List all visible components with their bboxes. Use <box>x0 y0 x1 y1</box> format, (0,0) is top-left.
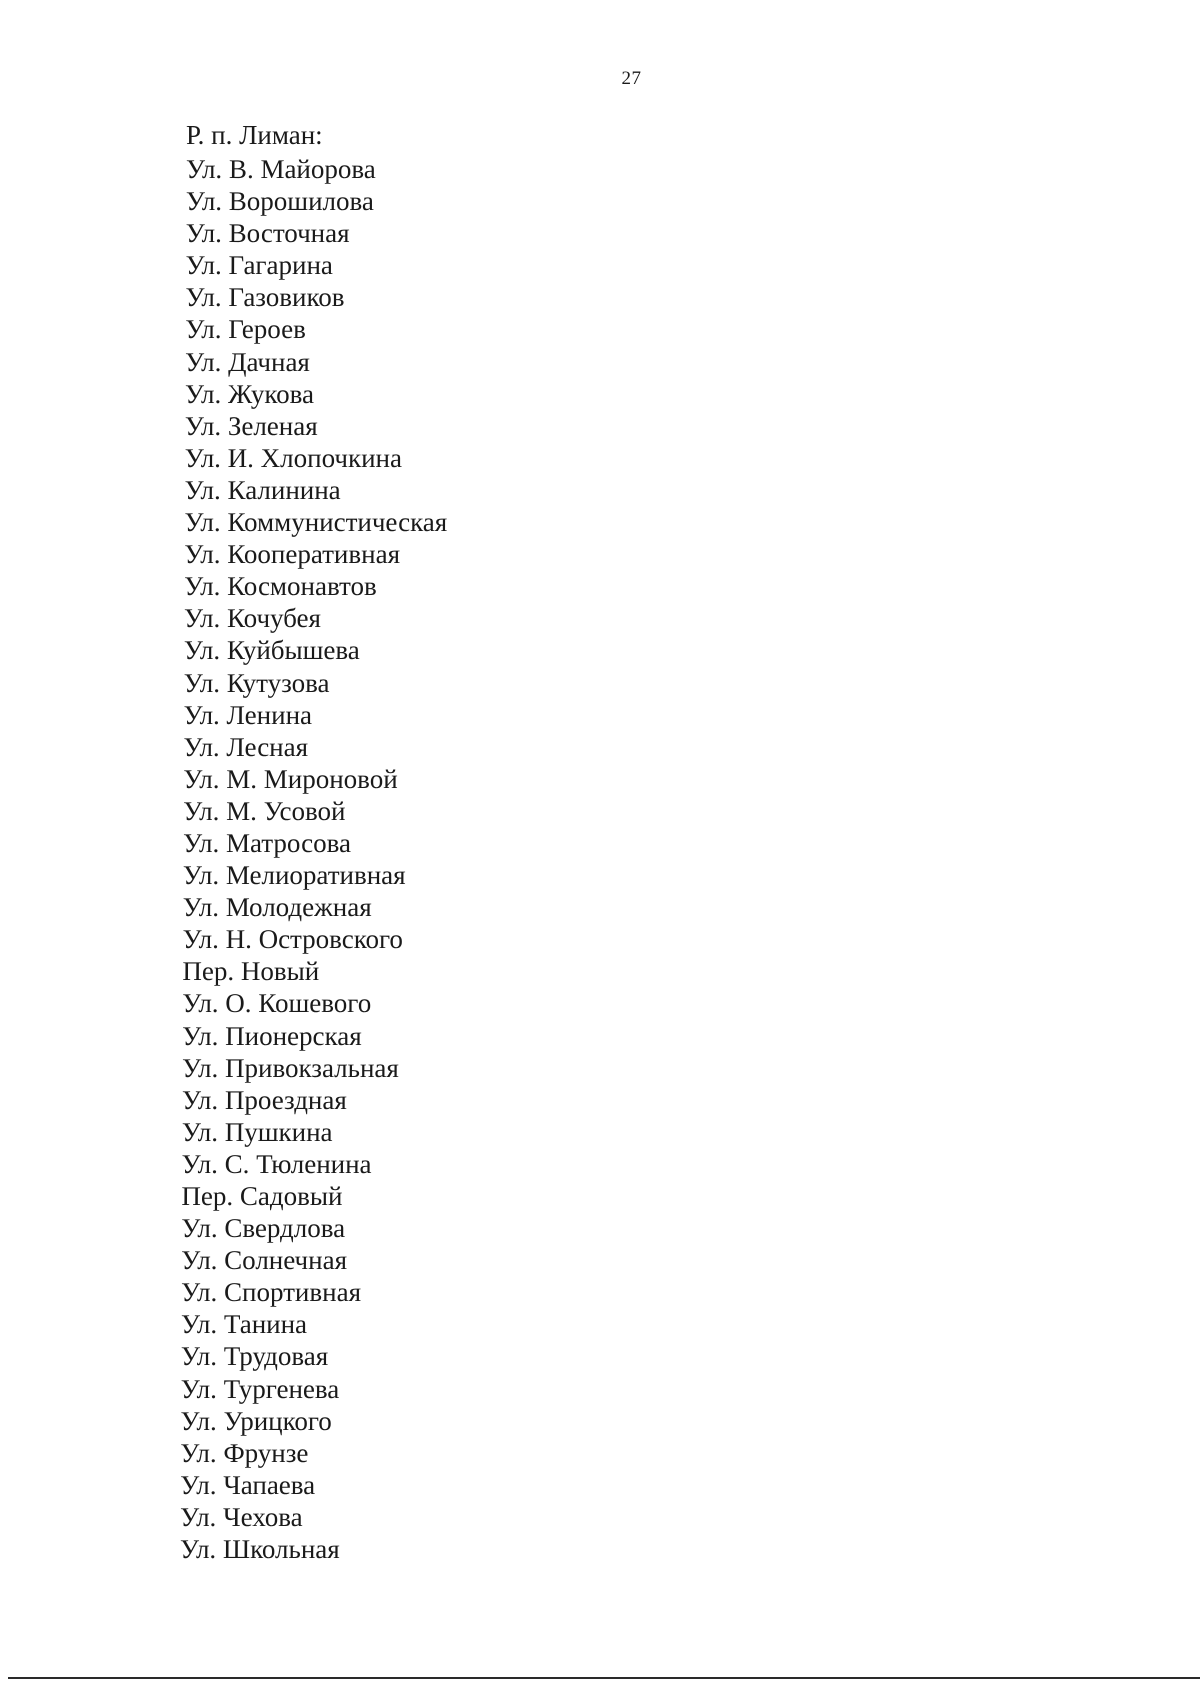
street-item: Пер. Садовый <box>181 1181 343 1211</box>
street-item: Ул. Газовиков <box>185 282 345 313</box>
street-item: Ул. Пионерская <box>182 1020 362 1051</box>
street-item: Ул. Привокзальная <box>181 1052 399 1083</box>
street-item: Ул. Зеленая <box>184 410 318 441</box>
street-item: Ул. В. Майорова <box>185 154 376 184</box>
street-item: Ул. О. Кошевого <box>182 988 372 1019</box>
street-item: Ул. Фрунзе <box>180 1437 309 1468</box>
street-item: Ул. Мелиоративная <box>182 860 406 891</box>
street-item: Ул. Лесная <box>183 731 309 762</box>
street-item: Ул. Героев <box>185 314 306 345</box>
street-item: Пер. Новый <box>182 956 320 987</box>
bottom-rule <box>8 1677 1200 1679</box>
street-item: Ул. Жукова <box>184 378 315 409</box>
street-item: Ул. Свердлова <box>181 1213 346 1244</box>
street-item: Ул. Кутузова <box>183 667 330 698</box>
street-item: Ул. Молодежная <box>182 892 372 923</box>
street-item: Ул. Дачная <box>185 346 310 377</box>
street-item: Ул. Тургенева <box>180 1373 340 1404</box>
street-item: Ул. Школьная <box>179 1534 340 1565</box>
page-number: 27 <box>621 68 642 89</box>
street-item: Ул. Проездная <box>181 1084 347 1115</box>
street-item: Ул. Чапаева <box>180 1469 316 1500</box>
street-item: Ул. Матросова <box>182 827 352 858</box>
street-item: Ул. Танина <box>180 1309 308 1340</box>
street-item: Ул. Кочубея <box>183 603 322 634</box>
street-item: Ул. М. Мироновой <box>183 763 398 794</box>
street-item: Ул. Калинина <box>184 474 341 505</box>
street-item: Ул. Ворошилова <box>185 186 375 217</box>
street-item: Ул. Восточная <box>185 218 350 249</box>
street-item: Ул. Н. Островского <box>182 924 404 955</box>
street-item: Ул. И. Хлопочкина <box>184 442 403 473</box>
street-list <box>180 153 449 1565</box>
street-item: Ул. Космонавтов <box>184 571 377 602</box>
street-item: Ул. Кооперативная <box>184 539 401 570</box>
street-item: Ул. Ленина <box>183 699 313 730</box>
street-item: Ул. Спортивная <box>180 1277 362 1308</box>
street-item: Ул. С. Тюленина <box>181 1148 372 1179</box>
street-item: Ул. Трудовая <box>180 1341 329 1372</box>
street-item: Ул. Коммунистическая <box>184 507 448 538</box>
street-item: Ул. Чехова <box>179 1501 303 1532</box>
street-item: Ул. Гагарина <box>185 250 333 281</box>
street-item: Ул. Солнечная <box>181 1245 348 1276</box>
street-item: Ул. М. Усовой <box>183 795 346 826</box>
street-item: Ул. Пушкина <box>181 1116 333 1147</box>
street-item: Ул. Куйбышева <box>183 635 360 666</box>
settlement-heading: Р. п. Лиман: <box>186 120 323 150</box>
street-item: Ул. Урицкого <box>180 1405 332 1436</box>
